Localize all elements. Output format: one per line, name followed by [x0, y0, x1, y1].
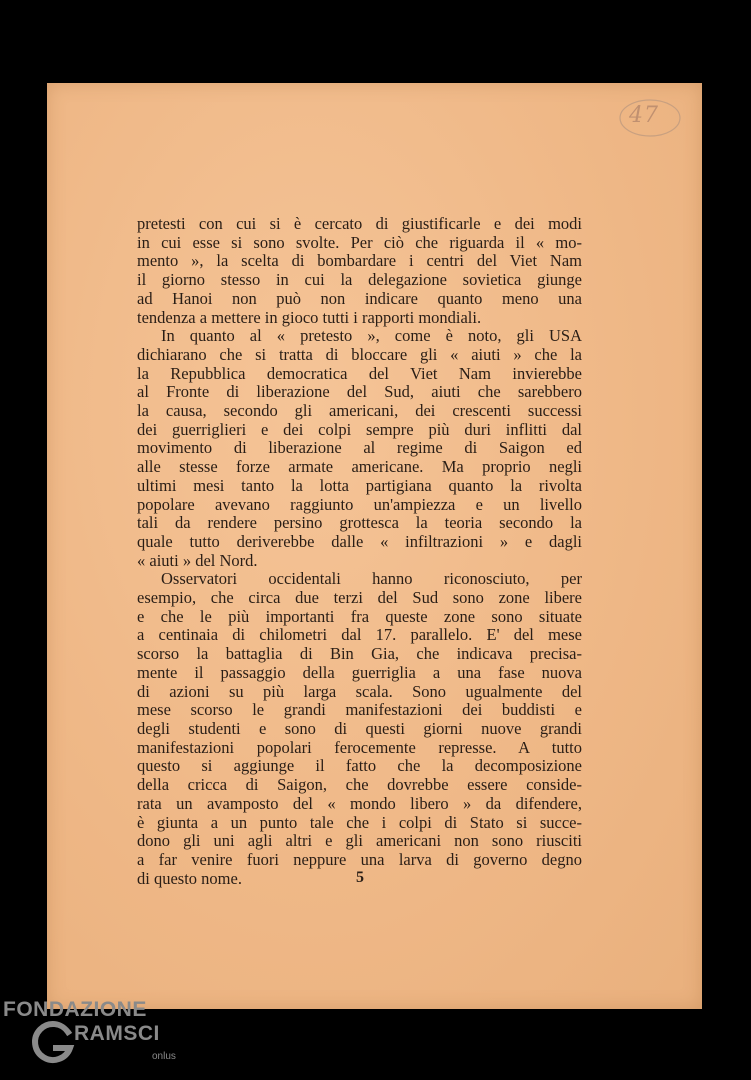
text-line: rata un avamposto del « mondo libero » da difendere, — [137, 793, 582, 813]
watermark-line-2: RAMSCI — [74, 1022, 160, 1045]
text-line: la Repubblica democratica del Viet Nam invierebbe — [137, 363, 582, 383]
text-line: della cricca di Saigon, che dovrebbe essere conside- — [137, 775, 582, 795]
text-line: degli studenti e sono di questi giorni nuove grandi — [137, 718, 582, 738]
text-line: mento », la scelta di bombardare i centri del Viet Nam — [137, 251, 582, 271]
text-line: la causa, secondo gli americani, dei crescenti successi — [137, 401, 582, 421]
paragraph-1 — [137, 215, 582, 327]
text-line: mente il passaggio della guerriglia a una fase nuova — [137, 662, 582, 682]
text-line: tendenza a mettere in gioco tutti i rapporti mondiali. — [137, 307, 482, 327]
text-line: ultimi mesi tanto la lotta partigiana quanto la rivolta — [137, 475, 582, 495]
text-line: tali da rendere persino grottesca la teoria secondo la — [137, 513, 582, 533]
text-line: scorso la battaglia di Bin Gia, che indicava precisa- — [137, 644, 582, 664]
text-line: esempio, che circa due terzi del Sud sono zone libere — [137, 588, 582, 608]
text-line: il giorno stesso in cui la delegazione sovietica giunge — [137, 270, 582, 290]
text-line: popolare avevano raggiunto un'ampiezza e un livello — [137, 494, 582, 514]
body-text — [137, 215, 582, 888]
text-line: di azioni su più larga scala. Sono ugualmente del — [137, 681, 582, 701]
paragraph-3 — [137, 570, 582, 888]
watermark-line-3: onlus — [152, 1051, 176, 1062]
text-line: quale tutto deriverebbe dalle « infiltrazioni » e dagli — [137, 531, 582, 551]
text-line: Osservatori occidentali hanno riconosciuto, per — [161, 569, 582, 589]
text-line: dei guerriglieri e dei colpi sempre più duri inflitti dal — [137, 419, 582, 439]
text-line: di questo nome. — [137, 868, 242, 888]
text-line: ad Hanoi non può non indicare quanto meno una — [137, 288, 582, 308]
text-line: mese scorso le grandi manifestazioni dei buddisti e — [137, 700, 582, 720]
text-line: dichiarano che si tratta di bloccare gli « aiuti » che la — [137, 344, 582, 364]
text-line: « aiuti » del Nord. — [137, 550, 258, 570]
text-line: manifestazioni popolari ferocemente represse. A tutto — [137, 737, 582, 757]
page-number: 5 — [356, 869, 364, 886]
paragraph-2 — [137, 327, 582, 570]
text-line: dono gli uni agli altri e gli americani non sono riusciti — [137, 831, 582, 851]
gramsci-g-logo-icon — [30, 1020, 76, 1066]
text-line: In quanto al « pretesto », come è noto, gli USA — [161, 326, 582, 346]
text-line: è giunta a un punto tale che i colpi di Stato si succe- — [137, 812, 582, 832]
archive-number: 47 — [629, 103, 659, 128]
watermark-line-1: FONDAZIONE — [3, 998, 147, 1021]
text-line: movimento di liberazione al regime di Saigon ed — [137, 438, 582, 458]
text-line: questo si aggiunge il fatto che la decomposizione — [137, 756, 582, 776]
text-line: pretesti con cui si è cercato di giustificarle e dei modi — [137, 214, 582, 233]
fondazione-gramsci-watermark — [0, 996, 200, 1080]
text-line: alle stesse forze armate americane. Ma proprio negli — [137, 457, 582, 477]
text-line: a far venire fuori neppure una larva di governo degno — [137, 849, 582, 869]
text-line: a centinaia di chilometri dal 17. parallelo. E' del mese — [137, 625, 582, 645]
text-line: al Fronte di liberazione del Sud, aiuti che sarebbero — [137, 382, 582, 402]
text-line: e che le più importanti fra queste zone sono situate — [137, 606, 582, 626]
text-line: in cui esse si sono svolte. Per ciò che riguarda il « mo- — [137, 232, 582, 252]
document-page — [47, 83, 702, 1009]
